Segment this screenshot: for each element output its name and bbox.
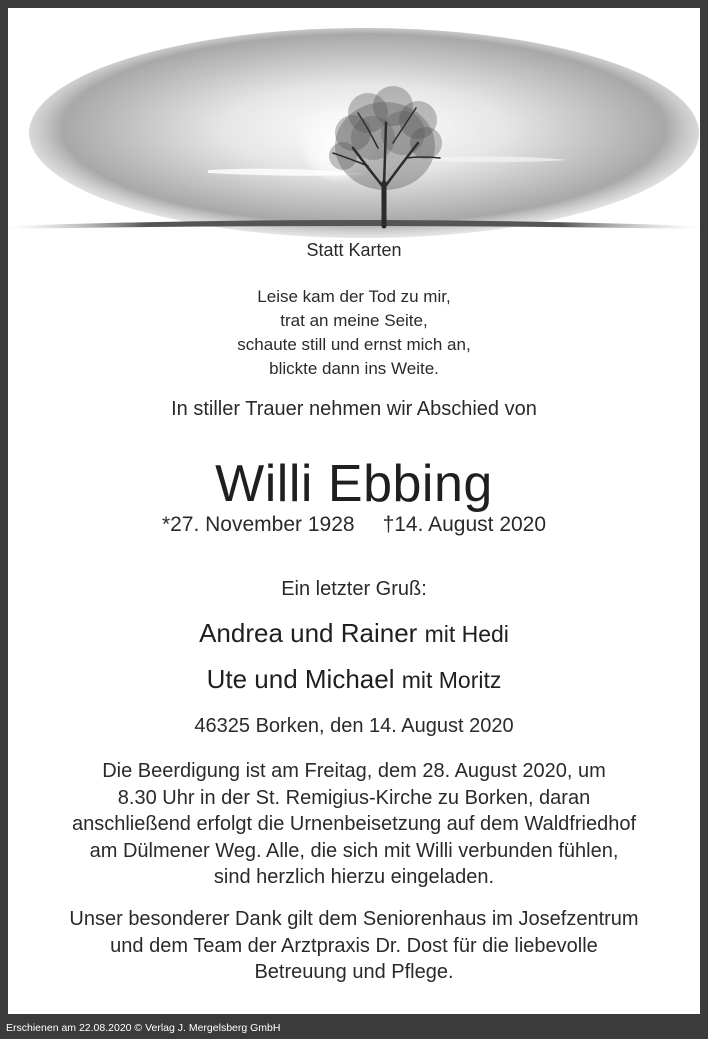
paragraph-line: und dem Team der Arztpraxis Dr. Dost für die liebevolle	[110, 934, 598, 957]
deceased-name: Willi Ebbing	[215, 455, 493, 513]
paragraph-line: am Dülmener Weg. Alle, die sich mit Willi verbunden fühlen,	[89, 839, 619, 862]
death-date: †14. August 2020	[382, 513, 547, 536]
obituary-card	[8, 8, 700, 1014]
mourner-with: mit Hedi	[424, 621, 509, 647]
funeral-paragraph	[8, 758, 700, 891]
paragraph-line: 8.30 Uhr in der St. Remigius-Kirche zu Borken, daran	[117, 786, 591, 809]
poem-line: Leise kam der Tod zu mir,	[257, 287, 451, 306]
mourner-with: mit Moritz	[401, 667, 502, 693]
publication-footer: Erschienen am 22.08.2020 © Verlag J. Mergelsberg GmbH	[6, 1022, 281, 1034]
mourner-names: Andrea und Rainer	[199, 618, 418, 648]
poem-line: blickte dann ins Weite.	[269, 359, 439, 378]
poem	[8, 285, 700, 381]
poem-line: trat an meine Seite,	[280, 311, 428, 330]
mourner-line	[8, 618, 700, 649]
poem-line: schaute still und ernst mich an,	[237, 335, 471, 354]
mourner-line	[8, 664, 700, 695]
thanks-paragraph	[8, 906, 700, 986]
greeting: Ein letzter Gruß:	[281, 578, 427, 600]
paragraph-line: sind herzlich hierzu eingeladen.	[213, 866, 495, 888]
place-date: 46325 Borken, den 14. August 2020	[194, 715, 514, 737]
tree-landscape-icon	[8, 8, 700, 238]
paragraph-line: Unser besonderer Dank gilt dem Seniorenhaus im Josefzentrum	[69, 908, 639, 930]
paragraph-line: anschließend erfolgt die Urnenbeisetzung auf dem Waldfriedhof	[71, 813, 637, 835]
paragraph-line: Betreuung und Pflege.	[254, 961, 454, 983]
birth-date: *27. November 1928	[161, 513, 355, 536]
life-dates	[8, 513, 700, 537]
paragraph-line: Die Beerdigung ist am Freitag, dem 28. August 2020, um	[102, 760, 606, 782]
mourner-names: Ute und Michael	[206, 664, 395, 694]
intro-text: In stiller Trauer nehmen wir Abschied von	[171, 398, 537, 420]
header-statt-karten: Statt Karten	[306, 240, 402, 260]
